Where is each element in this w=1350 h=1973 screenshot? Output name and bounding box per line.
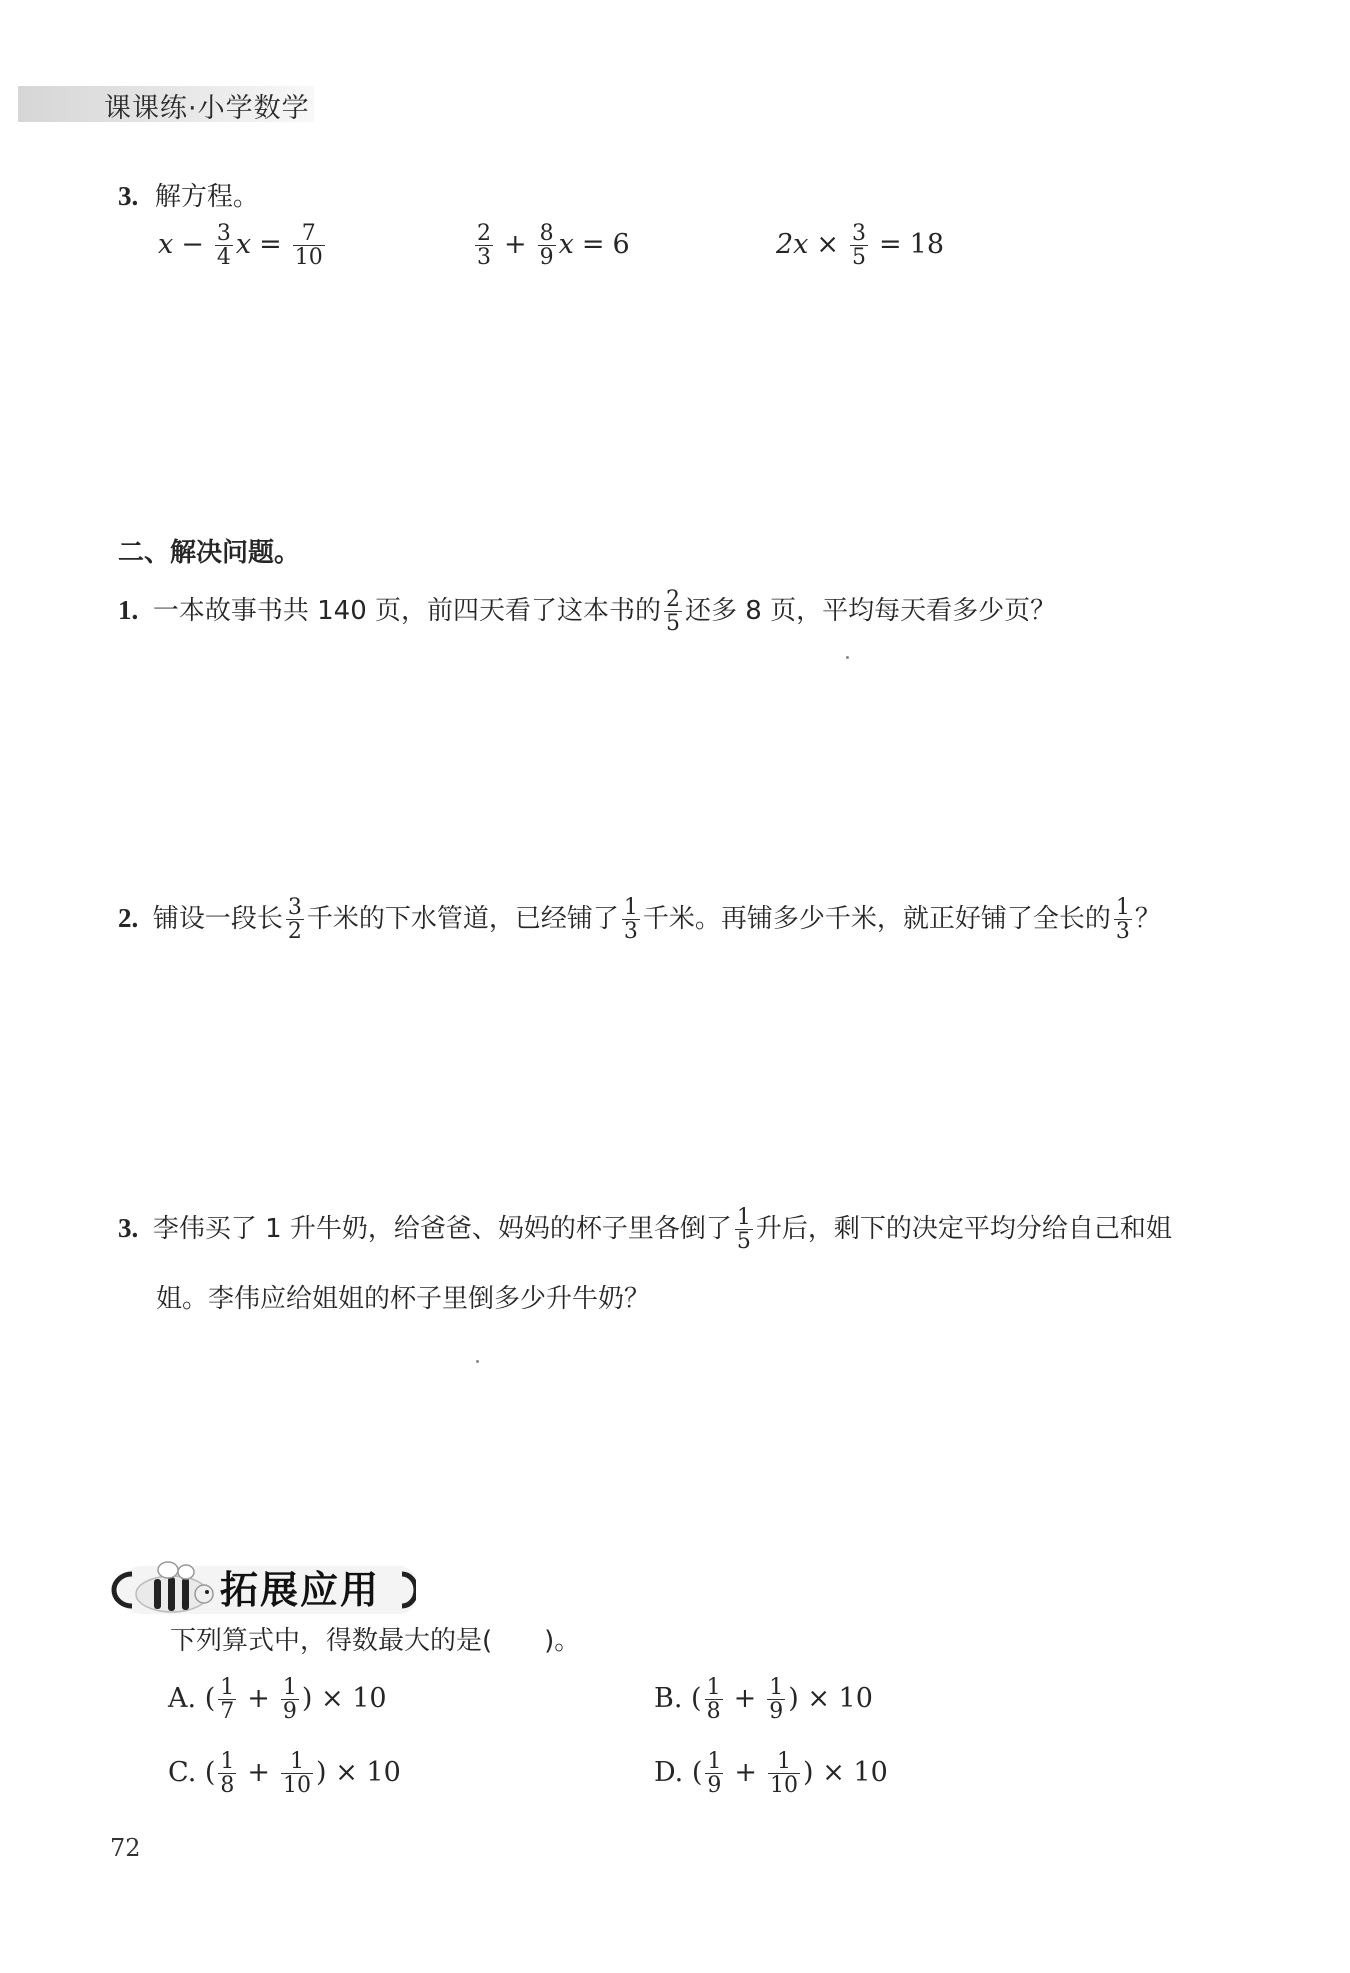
- variable-x: x: [558, 229, 574, 261]
- fraction: [768, 1750, 800, 1797]
- fraction: [735, 1206, 753, 1253]
- paren: (: [691, 1757, 703, 1789]
- numerator: 1: [707, 1749, 722, 1774]
- question-text: 李伟买了 1 升牛奶，给爸爸、妈妈的杯子里各倒了: [152, 1214, 732, 1245]
- variable-x: x: [158, 229, 174, 261]
- fraction: [475, 222, 493, 269]
- equals-sign: =: [879, 229, 902, 261]
- option-c: [168, 1750, 401, 1797]
- fraction: [218, 1676, 236, 1723]
- operator: +: [733, 1683, 757, 1715]
- multiplier: × 10: [807, 1683, 873, 1715]
- paren: ): [301, 1683, 313, 1715]
- numerator: 1: [706, 1675, 721, 1700]
- operator: +: [734, 1757, 758, 1789]
- numerator: 1: [220, 1675, 235, 1700]
- equation-1: [158, 222, 328, 269]
- extension-title: 拓展应用: [220, 1568, 381, 1612]
- numerator: 8: [539, 221, 554, 246]
- paren: ): [316, 1757, 327, 1789]
- fraction: [538, 222, 556, 269]
- paren: (: [204, 1757, 216, 1789]
- denominator: 7: [220, 1699, 235, 1725]
- question-text: ？: [1134, 904, 1161, 935]
- operator: +: [504, 229, 527, 261]
- variable-x: x: [235, 229, 252, 261]
- question-text: 升后，剩下的决定平均分给自己和姐: [755, 1214, 1172, 1245]
- denominator: 5: [852, 245, 867, 271]
- option-label: C.: [168, 1757, 197, 1789]
- numerator: 2: [477, 221, 491, 246]
- denominator: 10: [770, 1773, 799, 1799]
- constant: 18: [909, 229, 945, 261]
- book-title: 课课练·小学数学: [104, 93, 310, 124]
- option-label: A.: [168, 1683, 197, 1715]
- denominator: 2: [287, 919, 302, 945]
- fraction: [281, 1676, 299, 1723]
- extension-prompt: 下列算式中，得数最大的是( )。: [170, 1626, 581, 1656]
- problem-1: [118, 588, 1056, 635]
- denominator: 5: [666, 611, 680, 637]
- paren: ): [788, 1683, 799, 1715]
- denominator: 10: [283, 1773, 312, 1799]
- option-label: B.: [654, 1683, 683, 1715]
- numerator: 3: [287, 895, 302, 920]
- question-3-solve-equations: [118, 176, 259, 213]
- denominator: 8: [220, 1773, 235, 1799]
- problem-3: [118, 1206, 1172, 1253]
- question-text: 还多 8 页，平均每天看多少页？: [685, 596, 1057, 627]
- scan-speck: [846, 656, 849, 659]
- operator: +: [247, 1683, 270, 1715]
- numerator: 1: [220, 1749, 235, 1774]
- fraction: [622, 896, 640, 943]
- problem-3-continuation: 姐。李伟应给姐姐的杯子里倒多少升牛奶？: [156, 1284, 651, 1314]
- numerator: 1: [1115, 895, 1130, 920]
- operator: −: [181, 229, 204, 261]
- equation-2: [472, 222, 630, 269]
- scan-speck: [476, 1360, 479, 1363]
- numerator: 1: [736, 1205, 751, 1230]
- question-text: 千米。再铺多少千米，就正好铺了全长的: [642, 904, 1111, 935]
- option-d: [654, 1750, 888, 1797]
- paren: ): [803, 1757, 814, 1789]
- denominator: 9: [539, 245, 554, 271]
- fraction: [293, 222, 325, 269]
- denominator: 10: [294, 245, 323, 271]
- numerator: 1: [769, 1675, 784, 1700]
- option-b: [654, 1676, 873, 1723]
- denominator: 9: [707, 1773, 722, 1799]
- problem-2: [118, 896, 1161, 943]
- numerator: 1: [777, 1749, 792, 1774]
- multiplier: × 10: [822, 1757, 888, 1789]
- fraction: [215, 222, 233, 269]
- operator: +: [247, 1757, 271, 1789]
- multiplier: × 10: [335, 1757, 401, 1789]
- fraction: [281, 1750, 313, 1797]
- denominator: 8: [706, 1699, 721, 1725]
- paren: (: [691, 1683, 702, 1715]
- denominator: 3: [1115, 919, 1130, 945]
- constant: 6: [612, 229, 630, 261]
- fraction: [705, 1750, 723, 1797]
- option-label: D.: [654, 1757, 684, 1789]
- question-text: 一本故事书共 140 页，前四天看了这本书的: [152, 596, 661, 627]
- question-number: 3.: [118, 1213, 139, 1244]
- numerator: 1: [282, 1675, 297, 1700]
- numerator: 3: [852, 221, 867, 246]
- question-number: 3.: [118, 181, 139, 211]
- equation-3: [776, 222, 944, 269]
- numerator: 7: [301, 221, 316, 246]
- numerator: 3: [216, 221, 231, 246]
- numerator: 1: [290, 1749, 305, 1774]
- multiplier: × 10: [321, 1683, 387, 1715]
- denominator: 5: [736, 1229, 751, 1255]
- equals-sign: =: [581, 229, 605, 261]
- numerator: 1: [623, 895, 638, 920]
- fraction: [664, 588, 682, 635]
- question-text: 千米的下水管道，已经铺了: [306, 904, 619, 935]
- denominator: 4: [216, 245, 231, 271]
- page-number: 72: [110, 1834, 141, 1862]
- section-heading-problems: 二、解决问题。: [118, 538, 301, 568]
- question-number: 1.: [118, 595, 139, 626]
- fraction: [1114, 896, 1132, 943]
- denominator: 3: [477, 245, 491, 271]
- paren: (: [204, 1683, 216, 1715]
- question-number: 2.: [118, 903, 139, 934]
- fraction: [218, 1750, 236, 1797]
- question-text: 解方程。: [154, 182, 259, 212]
- denominator: 3: [623, 919, 638, 945]
- term-2x: 2x: [776, 229, 809, 261]
- option-a: [168, 1676, 387, 1723]
- operator: ×: [816, 229, 840, 261]
- fraction: [767, 1676, 785, 1723]
- equals-sign: =: [259, 229, 282, 261]
- extension-badge: [110, 1558, 416, 1622]
- numerator: 2: [666, 587, 680, 612]
- denominator: 9: [282, 1699, 297, 1725]
- denominator: 9: [769, 1699, 784, 1725]
- fraction: [705, 1676, 723, 1723]
- fraction: [286, 896, 304, 943]
- question-text: 铺设一段长: [152, 904, 283, 935]
- fraction: [850, 222, 868, 269]
